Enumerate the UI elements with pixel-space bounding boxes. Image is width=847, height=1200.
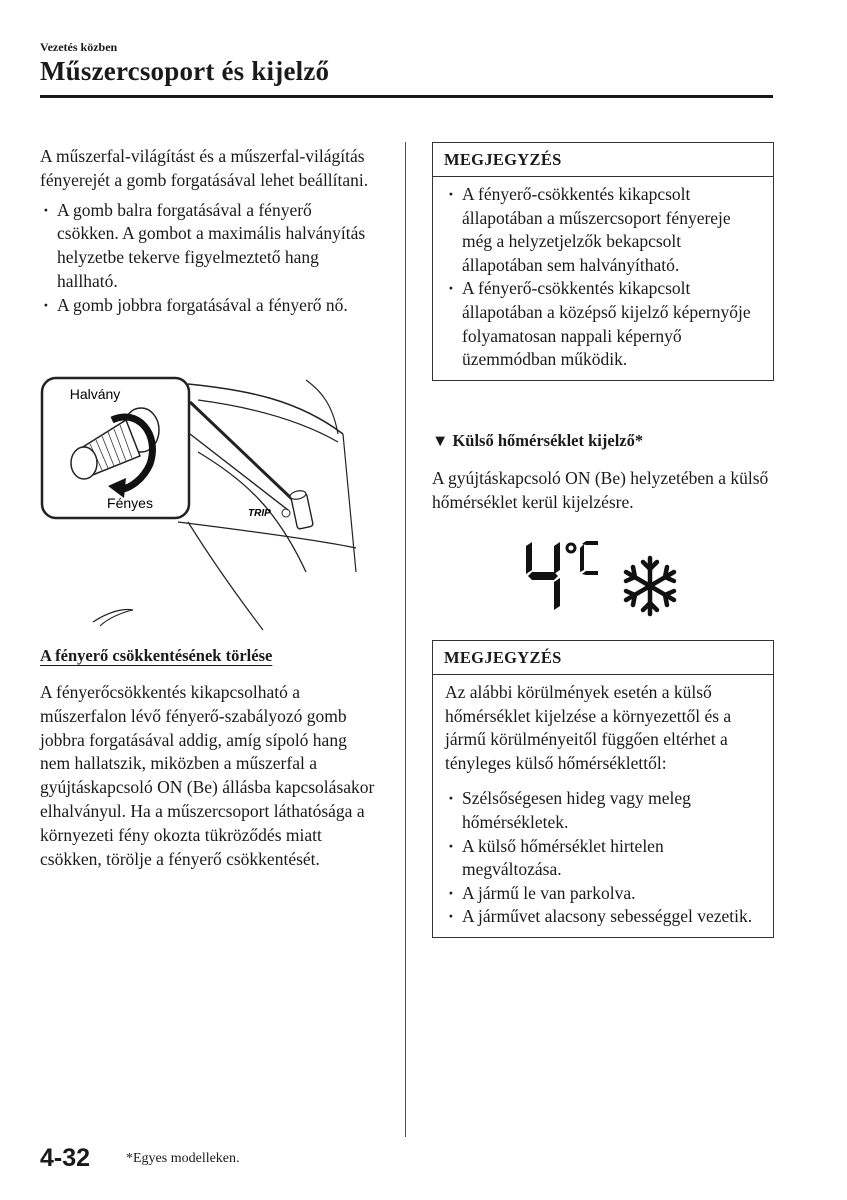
section-label: Vezetés közben [40,40,118,54]
snowflake-icon [626,558,674,614]
intro-paragraph: A műszerfal-világítást és a műszerfal-világítás fényerejét a gomb forgatásával lehet beállítani. [40,146,369,190]
footnote: *Egyes modelleken. [126,1151,240,1166]
note-body [433,675,773,937]
cancel-heading: A fényerő csökkentésének törlése [40,646,273,665]
list-item: · A fényerő-csökkentés kikapcsolt állapotában a műszercsoport fényereje még a helyzetjelzők bekapcsolt állapotában sem halványítható. [445,183,761,277]
page-title: Műszercsoport és kijelző [40,56,330,86]
dim-label: Halvány [69,386,121,402]
list-item: · A külső hőmérséklet hirtelen megváltozása. [445,835,761,882]
note-heading: MEGJEGYZÉS [433,143,773,177]
bright-label: Fényes [107,495,153,511]
temperature-heading: ▼ Külső hőmérséklet kijelző* [432,431,644,450]
note-heading: MEGJEGYZÉS [433,641,773,675]
list-item: · A fényerő-csökkentés kikapcsolt állapotában a középső kijelző képernyője folyamatosan nappali képernyő üzemmódban működik. [445,277,761,371]
cancel-paragraph: A fényerőcsökkentés kikapcsolható a műszerfalon lévő fényerő-szabályozó gomb jobbra forgatásával addig, amíg sípoló hang nem hallatszik, miközben a műszerfal a gyújtáskapcsoló ON (Be) állásba kapcsolásakor elhalványul. Ha a műszercsoport láthatósága a környezeti fény okozta tükröződés miatt csökken, törölje a fényerő csökkentését. [40,682,375,869]
list-item: · A gomb jobbra forgatásával a fényerő nő. [40,294,375,318]
brightness-bullet-list [40,199,375,318]
page-number: 4-32 [40,1144,91,1172]
list-item: · A járművet alacsony sebességgel vezetik. [445,905,761,929]
title-rule [40,95,773,98]
trip-panel-text: TRIP [248,508,271,519]
dimmer-knob-illustration [38,372,373,632]
note-box-1 [432,142,774,381]
list-item: · Szélsőségesen hideg vagy meleg hőmérsékletek. [445,787,761,834]
column-divider [405,142,406,1137]
degree-symbol [567,544,575,552]
note-bullet-list [445,787,761,929]
left-column [40,145,375,318]
digit-four [526,542,560,610]
temperature-paragraph: A gyújtáskapcsoló ON (Be) helyzetében a külső hőmérséklet kerül kijelzésre. [432,468,769,512]
temperature-display [518,540,688,620]
list-item: · A gomb balra forgatásával a fényerő csökken. A gombot a maximális halványítás helyzetbe tekerve figyelmeztető hang hallható. [40,199,375,294]
celsius-letter [580,541,598,575]
list-item: · A jármű le van parkolva. [445,882,761,906]
note-bullet-list [433,177,773,380]
note-box-2 [432,640,774,938]
note-paragraph: Az alábbi körülmények esetén a külső hőmérséklet kijelzése a környezettől és a jármű körülményeitől függően eltérhet a tényleges külső hőmérséklettől: [445,682,732,773]
